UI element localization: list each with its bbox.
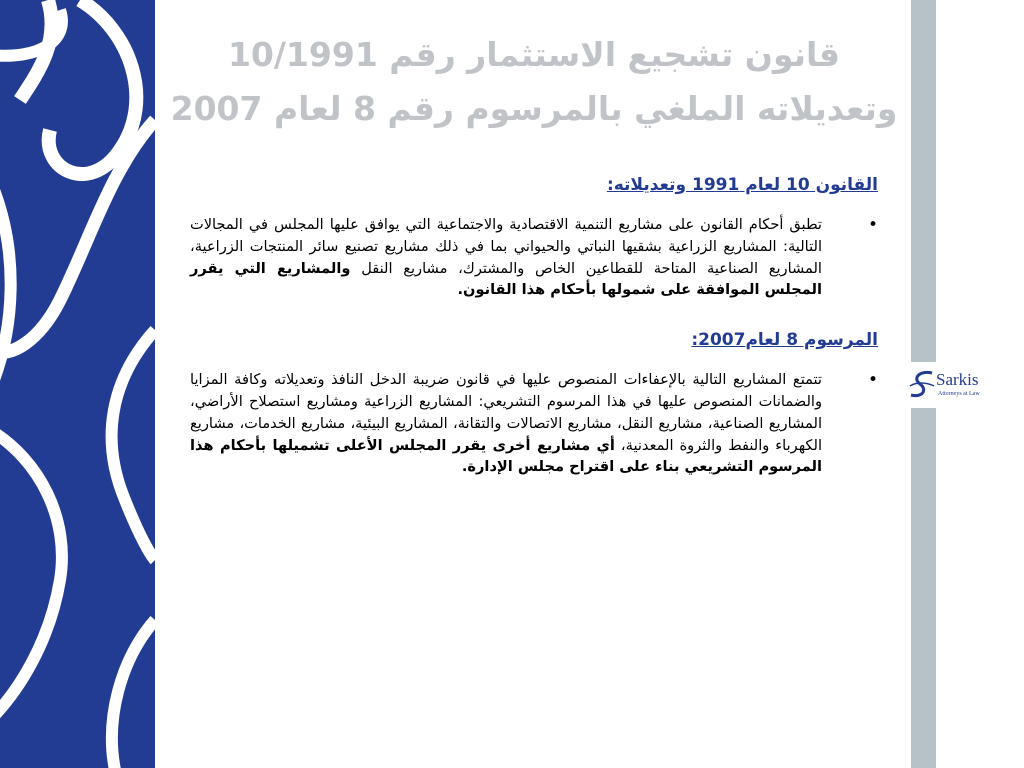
section-heading-decree-2007: المرسوم 8 لعام2007: <box>691 330 878 351</box>
paragraph-text: تطبق أحكام القانون على مشاريع التنمية الاقتصادية والاجتماعية التي يوافق عليها المجلس في المجالات التالية: المشاريع الزراعية بشقيها النباتي والحيواني بما في ذلك مشاريع تصنيع سائر المنتجات الزراعية، المشاريع الصناعية المتاحة للقطاعين الخاص والمشترك، مشاريع النقل <box>190 216 822 277</box>
logo-name: Sarkis <box>936 370 979 389</box>
content-body <box>190 170 878 478</box>
bullet-item <box>190 214 878 301</box>
decorative-side-panel <box>0 0 155 768</box>
paragraph-bold-text: والمشاريع التي يقرر المجلس الموافقة على شمولها بأحكام هذا القانون. <box>190 259 822 299</box>
paragraph-bold-text: أي مشاريع أخرى يقرر المجلس الأعلى تشميلها بأحكام هذا المرسوم التشريعي بناء على اقتراح مجلس الإدارة. <box>190 436 822 476</box>
paragraph-text: تتمتع المشاريع التالية بالإعفاءات المنصوص عليها في قانون ضريبة الدخل النافذ وتعديلاته وكافة المزايا والضمانات المنصوص عليها في هذا المرسوم التشريعي: المشاريع الزراعية ومشاريع استصلاح الأراضي، المشاريع الصناعية، مشاريع النقل، مشاريع الاتصالات والتقانة، المشاريع البيئية، مشاريع الخدمات، مشاريع الكهرباء والنفط والثروة المعدنية، <box>190 371 822 454</box>
section-heading-law-1991: القانون 10 لعام 1991 وتعديلاته: <box>606 175 878 195</box>
bullet-item <box>190 369 878 478</box>
page-title <box>170 28 898 136</box>
ornament-graphic <box>0 0 155 768</box>
bullet-icon: • <box>867 370 878 391</box>
section-paragraph <box>190 214 822 301</box>
sarkis-logo <box>902 362 1002 408</box>
title-line-1: قانون تشجيع الاستثمار رقم 10/1991 <box>227 35 841 74</box>
logo-tagline: Attorneys at Law <box>938 391 980 397</box>
section-paragraph <box>190 369 822 478</box>
title-line-2: وتعديلاته الملغي بالمرسوم رقم 8 لعام 2007 <box>170 89 898 128</box>
logo-swirl-icon <box>908 368 936 400</box>
bullet-icon: • <box>867 215 878 235</box>
